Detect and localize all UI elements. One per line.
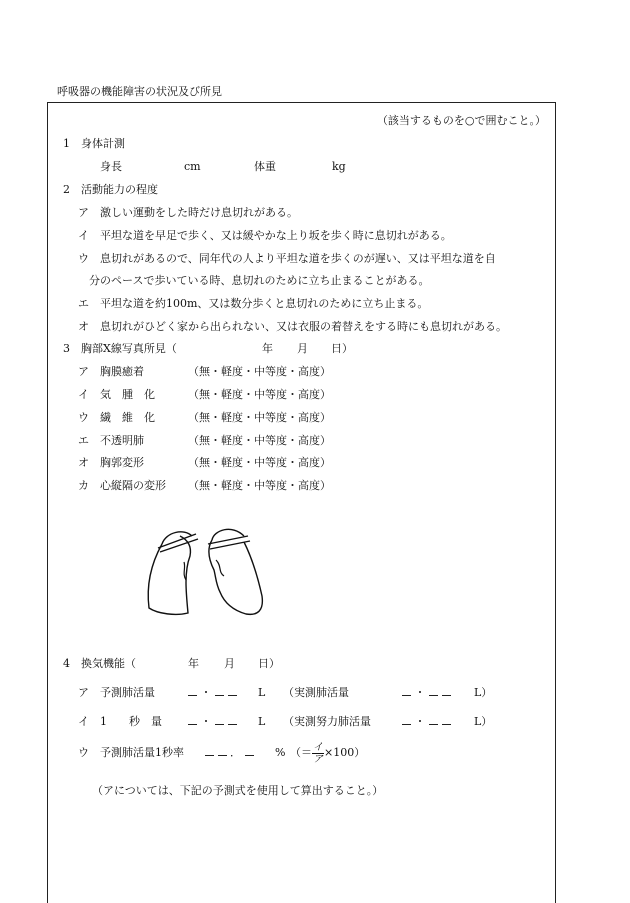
formula-fraction — [312, 742, 324, 765]
vent-value-u[interactable]: ． — [205, 746, 254, 760]
formula-close: ×100） — [324, 746, 366, 759]
section-2-heading: 2 活動能力の程度 — [63, 183, 158, 196]
vent-unit-i: L — [258, 715, 266, 728]
vent-mark-i: イ — [78, 715, 89, 728]
xray-label-i: 気 腫 化 — [100, 388, 155, 401]
xray-severity-e: （無・軽度・中等度・高度） — [188, 434, 331, 447]
activity-text-o: 息切れがひどく家から出られない、又は衣服の着替えをする時にも息切れがある。 — [100, 320, 507, 333]
xray-mark-u: ウ — [78, 411, 89, 424]
formula-numerator: イ — [313, 741, 323, 753]
xray-label-o: 胸郭変形 — [100, 456, 144, 469]
xray-severity-a: （無・軽度・中等度・高度） — [188, 365, 331, 378]
xray-mark-a: ア — [78, 365, 89, 378]
xray-date-day: 日） — [331, 342, 353, 355]
section-4-heading: 4 換気機能（ — [63, 657, 136, 670]
xray-mark-i: イ — [78, 388, 89, 401]
xray-severity-i: （無・軽度・中等度・高度） — [188, 388, 331, 401]
vent-value-a[interactable]: ・ — [188, 686, 237, 700]
vent-label-u: 予測肺活量1秒率 — [100, 746, 184, 759]
lung-diagram — [140, 522, 270, 622]
activity-mark-u: ウ — [78, 252, 89, 265]
vent-measured-unit-a: L） — [474, 686, 493, 699]
vent-measured-label-a: （実測肺活量 — [283, 686, 349, 699]
activity-mark-i: イ — [78, 229, 89, 242]
xray-mark-ka: カ — [78, 479, 89, 492]
activity-text-a: 激しい運動をした時だけ息切れがある。 — [100, 206, 298, 219]
xray-label-a: 胸膜癒着 — [100, 365, 144, 378]
vent-date-month: 月 — [224, 657, 235, 670]
formula-open: （＝ — [290, 746, 312, 759]
section-1-heading: 1 身体計測 — [63, 137, 125, 150]
activity-mark-o: オ — [78, 320, 89, 333]
height-label: 身長 — [100, 160, 122, 173]
vent-measured-value-i[interactable]: ・ — [402, 715, 451, 729]
vent-unit-a: L — [258, 686, 266, 699]
vent-measured-unit-i: L） — [474, 715, 493, 728]
height-unit: cm — [184, 160, 201, 173]
vent-unit-u: % — [275, 746, 286, 759]
activity-text-u: 息切れがあるので、同年代の人より平坦な道を歩くのが遅い、又は平坦な道を自 — [100, 252, 496, 265]
xray-mark-e: エ — [78, 434, 89, 447]
vent-value-i[interactable]: ・ — [188, 715, 237, 729]
vent-formula-u — [290, 739, 365, 767]
xray-label-e: 不透明肺 — [100, 434, 144, 447]
vent-label-i: 1 秒 量 — [100, 715, 162, 728]
xray-label-ka: 心縦隔の変形 — [100, 479, 166, 492]
vent-measured-value-a[interactable]: ・ — [402, 686, 451, 700]
xray-date-year: 年 — [262, 342, 273, 355]
weight-label: 体重 — [254, 160, 276, 173]
prediction-note: （アについては、下記の予測式を使用して算出すること。） — [92, 784, 384, 797]
vent-date-year: 年 — [188, 657, 199, 670]
activity-text-u-cont: 分のペースで歩いている時、息切れのために立ち止まることがある。 — [89, 274, 430, 287]
xray-label-u: 繊 維 化 — [100, 411, 155, 424]
xray-mark-o: オ — [78, 456, 89, 469]
weight-unit: kg — [332, 160, 346, 173]
activity-mark-e: エ — [78, 297, 89, 310]
vent-measured-label-i: （実測努力肺活量 — [283, 715, 371, 728]
vent-label-a: 予測肺活量 — [100, 686, 155, 699]
vent-mark-u: ウ — [78, 746, 89, 759]
section-3-heading: 3 胸部X線写真所見（ — [63, 342, 177, 355]
activity-text-e: 平坦な道を約100m、又は数分歩くと息切れのために立ち止まる。 — [100, 297, 429, 310]
xray-severity-ka: （無・軽度・中等度・高度） — [188, 479, 331, 492]
instruction-note: （該当するものを○で囲むこと。） — [376, 114, 546, 127]
activity-text-i: 平坦な道を早足で歩く、又は緩やかな上り坂を歩く時に息切れがある。 — [100, 229, 452, 242]
formula-denominator: ア — [313, 753, 323, 765]
form-box — [47, 102, 556, 903]
vent-mark-a: ア — [78, 686, 89, 699]
xray-severity-o: （無・軽度・中等度・高度） — [188, 456, 331, 469]
activity-mark-a: ア — [78, 206, 89, 219]
xray-severity-u: （無・軽度・中等度・高度） — [188, 411, 331, 424]
xray-date-month: 月 — [297, 342, 308, 355]
vent-date-day: 日） — [258, 657, 280, 670]
form-title: 呼吸器の機能障害の状況及び所見 — [57, 85, 222, 98]
